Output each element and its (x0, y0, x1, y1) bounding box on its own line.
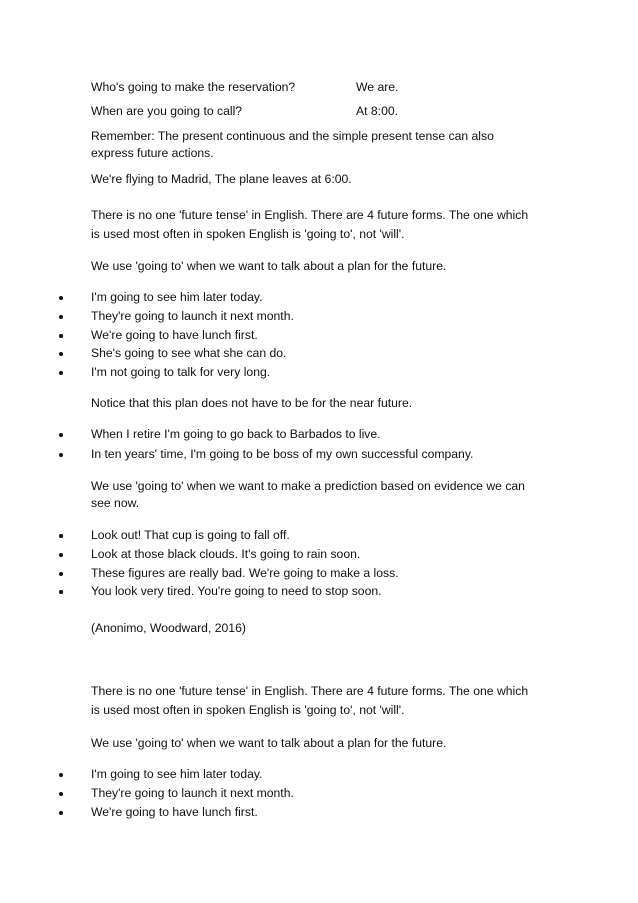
intro-paragraph: There is no one 'future tense' in English. There are 4 future forms. The one which is used most often in spoken English is 'going to', not 'will'. (91, 208, 529, 241)
bullet-icon (59, 792, 63, 796)
qa-question: When are you going to call? (91, 104, 243, 118)
bullet-icon (59, 352, 63, 356)
bullet-icon (59, 453, 63, 457)
citation: (Anonimo, Woodward, 2016) (91, 621, 246, 635)
remember-note: Remember: The present continuous and the simple present tense can also express future actions. (91, 129, 494, 160)
bullet-icon (59, 572, 63, 576)
bullet-icon (59, 334, 63, 338)
bullet-icon (59, 811, 63, 815)
document-page: Who's going to make the reservation? We are. When are you going to call? At 8:00. Remember: The present continuous and the simple present tense can also express future actions. We're flying to Madrid, The plane leaves at 6:00. There is no one 'future tense' in English. There are 4 future forms. The one which is used most often in spoken English is 'going to', not 'will'. We use 'going to' when we want to talk about a plan for the future. I'm going to see him later today. They're going to launch it next month. We're going to have lunch first. She's going to see what she can do. I'm not going to talk for very long. Notice that this plan does not have to be for the near future. When I retire I'm going to go back to Barbados to live. In ten years' time, I'm going to be boss of my own successful company. We use 'going to' when we want to make a prediction based on evidence we can see now. Look out! That cup is going to fall off. Look at those black clouds. It's going to rain soon. These figures are really bad. We're going to make a loss. You look very tired. You're going to need to stop soon. (Anonimo, Woodward, 2016) There is no one 'future tense' in English. There are 4 future forms. The one which is used most often in spoken English is 'going to', not 'will'. We use 'going to' when we want to talk about a plan for the future. I'm going to see him later today. They're going to launch it next month. We're going to have lunch first. (0, 0, 638, 903)
bullet-icon (59, 553, 63, 557)
example-flight: We're flying to Madrid, The plane leaves at 6:00. (91, 172, 352, 186)
bullet-icon (59, 773, 63, 777)
prediction-rule: We use 'going to' when we want to make a prediction based on evidence we can see now. (91, 479, 525, 510)
bullet-icon (59, 590, 63, 594)
qa-answer: At 8:00. (356, 104, 399, 118)
bullet-icon (59, 534, 63, 538)
near-future-note: Notice that this plan does not have to be for the near future. (91, 396, 413, 410)
bullet-icon (59, 296, 63, 300)
intro-paragraph-repeat: There is no one 'future tense' in English. There are 4 future forms. The one which is used most often in spoken English is 'going to', not 'will'. (91, 684, 529, 717)
bullet-icon (59, 315, 63, 319)
plan-rule-repeat: We use 'going to' when we want to talk about a plan for the future. (91, 736, 447, 750)
bullet-icon (59, 433, 63, 437)
bullet-icon (59, 371, 63, 375)
qa-question: Who's going to make the reservation? (91, 80, 296, 94)
qa-answer: We are. (356, 80, 399, 94)
plan-rule: We use 'going to' when we want to talk about a plan for the future. (91, 259, 447, 273)
